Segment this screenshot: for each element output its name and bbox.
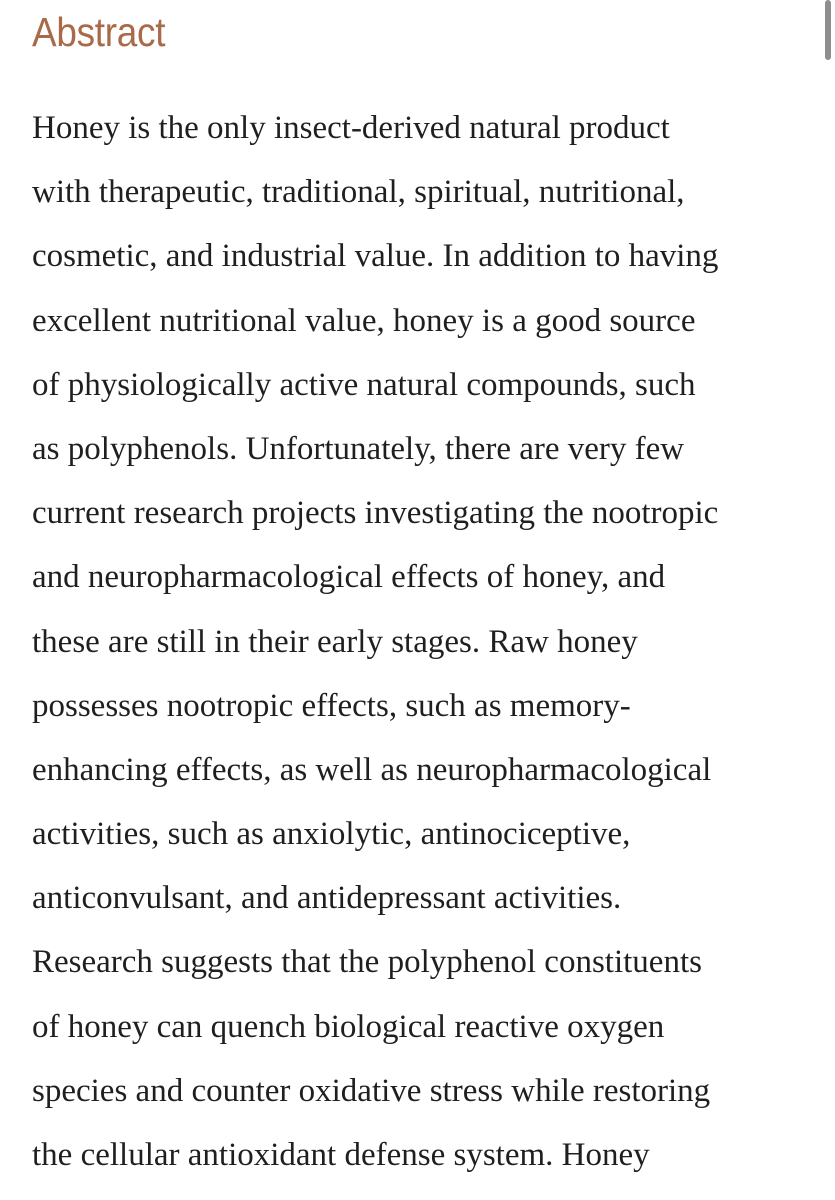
paragraph-line: of honey can quench biological reactive oxygen: [32, 1008, 665, 1045]
paragraph-line: Research suggests that the polyphenol constituents: [32, 944, 702, 981]
paragraph-line: current research projects investigating the nootropic: [32, 495, 719, 532]
paragraph-line: enhancing effects, as well as neuropharmacological: [32, 751, 712, 788]
abstract-paragraph: [32, 96, 822, 1187]
paragraph-line: of physiologically active natural compounds, such: [32, 366, 696, 403]
paragraph-line: these are still in their early stages. Raw honey: [32, 623, 638, 660]
paragraph-line: species and counter oxidative stress while restoring: [32, 1072, 711, 1109]
section-heading: Abstract: [32, 9, 166, 55]
paragraph-line: cosmetic, and industrial value. In addition to having: [32, 238, 719, 275]
paragraph-line: anticonvulsant, and antidepressant activities.: [32, 880, 622, 917]
vertical-scrollbar[interactable]: [821, 0, 835, 1200]
paragraph-line: activities, such as anxiolytic, antinociceptive,: [32, 816, 631, 853]
paragraph-line: excellent nutritional value, honey is a good source: [32, 302, 696, 339]
paragraph-line: and neuropharmacological effects of honey, and: [32, 559, 666, 596]
scrollbar-thumb[interactable]: [825, 0, 831, 60]
paragraph-line: Honey is the only insect-derived natural product: [32, 110, 670, 146]
paragraph-line: with therapeutic, traditional, spiritual, nutritional,: [32, 174, 685, 211]
paragraph-line: possesses nootropic effects, such as memory-: [32, 687, 631, 724]
paragraph-line: the cellular antioxidant defense system. Honey: [32, 1137, 650, 1173]
paragraph-line: as polyphenols. Unfortunately, there are very few: [32, 430, 685, 467]
